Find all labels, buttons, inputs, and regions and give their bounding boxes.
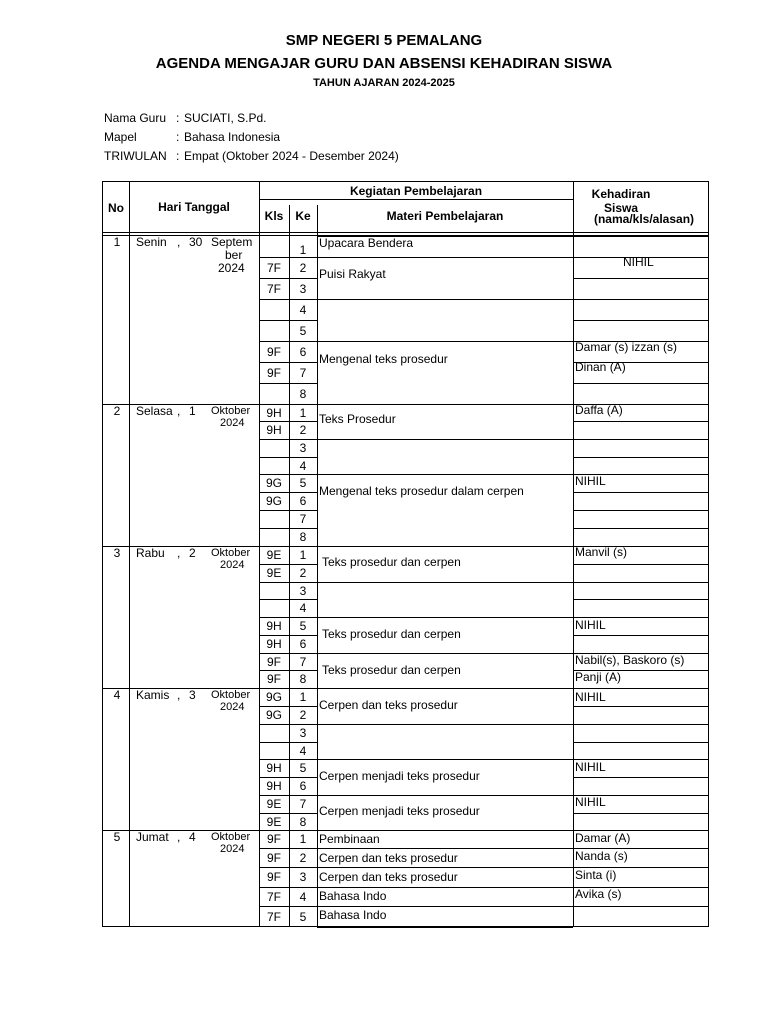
ke-cell: 8 [299,672,307,686]
table-rule [573,421,708,422]
materi-cell: Mengenal teks prosedur [319,352,448,366]
ke-cell: 8 [299,386,307,401]
day-date: 30 [189,235,203,249]
table-rule [317,830,573,831]
kls-cell: 9E [266,814,282,829]
day-year: 2024 [220,559,245,571]
table-rule [259,813,317,814]
ke-cell: 2 [299,260,307,275]
day-year: 2024 [218,261,245,275]
header-attendance-sub: (nama/kls/alasan) [593,212,695,226]
table-rule [317,653,573,654]
attendance-cell: Dinan (A) [575,360,626,374]
kls-cell: 9H [266,761,282,775]
ke-cell: 2 [299,566,307,580]
info-label: Nama Guru [104,111,167,125]
materi-cell: Cerpen dan teks prosedur [319,870,458,884]
school-name: SMP NEGERI 5 PEMALANG [285,32,483,49]
attendance-cell: Nabil(s), Baskoro (s) [575,653,685,667]
kls-cell: 9H [266,637,282,651]
table-rule [573,813,708,814]
table-rule [317,724,573,725]
kls-cell: 9E [266,566,282,580]
day-number: 1 [113,235,121,249]
attendance-cell: NIHIL [575,760,606,774]
table-rule [573,439,708,440]
attendance-cell: Damar (s) izzan (s) [575,340,678,354]
table-rule [573,299,708,300]
day-date: 3 [189,688,196,702]
ke-cell: 2 [299,708,307,722]
table-rule [573,492,708,493]
table-rule [259,257,317,258]
info-quarter: TRIWULAN : Empat (Oktober 2024 - Desember 2024) [104,149,399,163]
ke-cell: 2 [299,850,307,865]
materi-cell: Teks prosedur dan cerpen [322,663,461,677]
ke-cell: 7 [299,512,307,526]
ke-cell: 6 [299,779,307,793]
attendance-cell: NIHIL [575,795,606,809]
day-name: Selasa [136,404,173,418]
day-date: 1 [189,404,196,418]
table-rule [259,795,317,796]
table-rule [259,848,317,849]
materi-cell: Cerpen menjadi teks prosedur [319,769,480,783]
attendance-cell: NIHIL [623,255,654,269]
kls-cell: 9G [265,494,282,508]
ke-cell: 3 [299,281,307,296]
table-rule [573,457,708,458]
table-rule [259,341,317,342]
academic-year: TAHUN AJARAN 2024-2025 [313,77,455,89]
kls-cell: 9F [266,365,281,380]
table-rule [317,759,573,760]
day-name: Rabu [136,546,165,560]
header-no: No [108,201,124,215]
materi-cell: Cerpen dan teks prosedur [319,698,458,712]
kls-cell: 9F [266,870,281,884]
kls-cell: 9H [266,405,282,420]
day-number: 3 [113,546,121,560]
day-date: 4 [189,830,196,844]
table-rule [259,546,317,547]
info-value: Empat (Oktober 2024 - Desember 2024) [184,149,399,163]
ke-cell: 2 [299,423,307,437]
kls-cell: 9G [265,690,282,704]
attendance-cell: Nanda (s) [575,849,628,863]
kls-cell: 9F [266,344,281,359]
table-rule [573,635,708,636]
table-rule [573,724,708,725]
table-rule [317,546,573,547]
kls-cell: 9F [266,850,281,865]
kls-cell: 9H [266,779,282,793]
ke-cell: 4 [299,458,307,473]
day-year: 2024 [220,843,245,855]
materi-cell: Teks prosedur dan cerpen [322,555,461,569]
day-month: Oktober [211,831,251,843]
day-name: Kamis [136,688,170,702]
ke-cell: 3 [299,726,307,740]
ke-cell: 3 [299,441,307,455]
ke-cell: 7 [299,654,307,669]
table-rule [259,599,317,600]
table-rule [259,404,317,405]
table-rule [259,510,317,511]
ke-cell: 6 [299,637,307,651]
table-rule [573,706,708,707]
materi-cell: Cerpen menjadi teks prosedur [319,804,480,818]
table-rule [259,670,317,671]
ke-cell: 1 [299,242,307,257]
table-rule [573,599,708,600]
info-value: SUCIATI, S.Pd. [184,111,267,125]
materi-cell: Cerpen dan teks prosedur [319,851,458,865]
materi-cell: Pembinaan [319,832,380,846]
ke-cell: 5 [299,619,307,633]
attendance-cell: Avika (s) [575,887,622,901]
table-rule [259,528,317,529]
table-rule [259,320,317,321]
ke-cell: 1 [299,832,307,846]
kls-cell: 7F [266,260,281,275]
info-label: Mapel [104,130,137,144]
table-rule [259,688,317,689]
attendance-cell: NIHIL [575,618,606,632]
ke-cell: 7 [299,365,307,380]
table-rule [259,887,317,888]
ke-cell: 4 [299,889,307,904]
table-rule [317,848,573,849]
table-rule [259,724,317,725]
table-rule [259,617,317,618]
ke-cell: 1 [299,548,307,562]
table-rule [103,232,708,233]
table-rule [317,867,573,868]
day-month: Oktober [211,547,251,559]
ke-cell: 8 [299,814,307,829]
materi-cell: Bahasa Indo [319,908,387,922]
kls-cell: 9F [266,672,281,686]
attendance-cell: Daffa (A) [575,403,623,417]
table-rule [259,278,317,279]
header-date: Hari Tanggal [158,200,230,214]
table-rule [317,439,573,440]
table-rule [317,299,573,300]
day-month-cont: ber [225,248,243,262]
table-rule [259,492,317,493]
ke-cell: 6 [299,344,307,359]
attendance-cell: Damar (A) [575,831,631,845]
materi-cell: Upacara Bendera [319,236,414,250]
table-rule [259,742,317,743]
info-value: Bahasa Indonesia [184,130,281,144]
day-comma: , [177,546,181,560]
kls-cell: 9H [266,619,282,633]
ke-cell: 4 [299,302,307,317]
day-name: Jumat [136,830,169,844]
table-rule [317,795,573,796]
kls-cell: 9H [266,423,282,437]
table-rule [573,278,708,279]
ke-cell: 3 [299,583,307,598]
ke-cell: 4 [299,601,307,615]
day-comma: , [177,688,181,702]
day-year: 2024 [220,417,245,429]
day-comma: , [177,830,181,844]
day-name: Senin [136,235,167,249]
table-rule [259,299,317,300]
ke-cell: 5 [299,323,307,338]
ke-cell: 5 [299,476,307,490]
info-teacher: Nama Guru : SUCIATI, S.Pd. [104,111,267,125]
table-rule [259,182,260,927]
materi-cell: Teks Prosedur [319,412,396,426]
table-rule [317,906,573,907]
ke-cell: 1 [299,690,307,704]
info-subject: Mapel : Bahasa Indonesia [104,130,281,144]
table-rule [259,439,317,440]
table-rule [317,927,573,928]
ke-cell: 5 [299,761,307,775]
materi-cell: Mengenal teks prosedur dalam cerpen [319,484,524,498]
ke-cell: 6 [299,494,307,508]
table-rule [259,706,317,707]
table-rule [317,404,573,405]
materi-cell: Bahasa Indo [319,889,387,903]
day-date: 2 [189,546,196,560]
table-rule [573,510,708,511]
table-rule [573,582,708,583]
table-rule [317,257,573,258]
table-rule [259,777,317,778]
table-rule [317,887,573,888]
info-label: TRIWULAN [104,149,167,163]
day-comma: , [177,404,181,418]
table-rule [317,617,573,618]
table-rule [259,421,317,422]
attendance-cell: NIHIL [575,690,606,704]
table-rule [573,383,708,384]
kls-cell: 9F [266,654,281,669]
ke-cell: 8 [299,530,307,544]
attendance-cell: Panji (A) [575,670,622,684]
attendance-cell: Sinta (i) [575,868,617,882]
document-title: AGENDA MENGAJAR GURU DAN ABSENSI KEHADIRAN SISWA [155,55,613,72]
attendance-cell: Manvil (s) [575,545,628,559]
ke-cell: 4 [299,743,307,758]
table-rule [573,777,708,778]
ke-cell: 1 [299,405,307,420]
attendance-cell: NIHIL [575,474,606,488]
table-rule [317,582,573,583]
table-rule [259,383,317,384]
table-rule [259,830,317,831]
kls-cell: 9E [266,797,282,811]
table-rule [573,906,708,907]
materi-cell: Teks prosedur dan cerpen [322,627,461,641]
table-rule [573,320,708,321]
table-rule [259,906,317,907]
ke-cell: 7 [299,797,307,811]
kls-cell: 7F [266,909,281,924]
table-rule [573,688,708,689]
day-number: 2 [113,404,121,418]
table-rule [573,528,708,529]
table-rule [259,564,317,565]
day-number: 4 [113,688,121,702]
day-month: Oktober [211,689,251,701]
kls-cell: 9F [266,832,281,846]
ke-cell: 5 [299,909,307,924]
table-rule [317,474,573,475]
day-month: Oktober [211,405,251,417]
table-rule [259,653,317,654]
day-month: Septem [211,235,253,249]
table-rule [259,457,317,458]
materi-cell: Puisi Rakyat [319,267,386,281]
table-rule [317,688,573,689]
table-rule [573,742,708,743]
kls-cell: 9E [266,548,282,562]
header-ke: Ke [295,209,311,223]
table-rule [259,474,317,475]
table-rule [573,182,574,927]
day-year: 2024 [220,701,245,713]
kls-cell: 7F [266,889,281,904]
table-rule [259,199,573,200]
table-rule [259,867,317,868]
table-rule [259,582,317,583]
table-rule [259,759,317,760]
kls-cell: 9G [265,476,282,490]
day-number: 5 [113,830,121,844]
table-rule [573,564,708,565]
table-rule [573,236,708,237]
header-attendance: Kehadiran Siswa [591,187,651,215]
header-materi: Materi Pembelajaran [386,209,504,223]
ke-cell: 3 [299,870,307,884]
table-rule [317,205,318,927]
header-activity: Kegiatan Pembelajaran [349,184,483,198]
day-comma: , [177,235,181,249]
header-kls: Kls [264,209,284,223]
table-rule [317,341,573,342]
table-rule [259,635,317,636]
table-rule [259,362,317,363]
kls-cell: 7F [266,281,281,296]
kls-cell: 9G [265,708,282,722]
